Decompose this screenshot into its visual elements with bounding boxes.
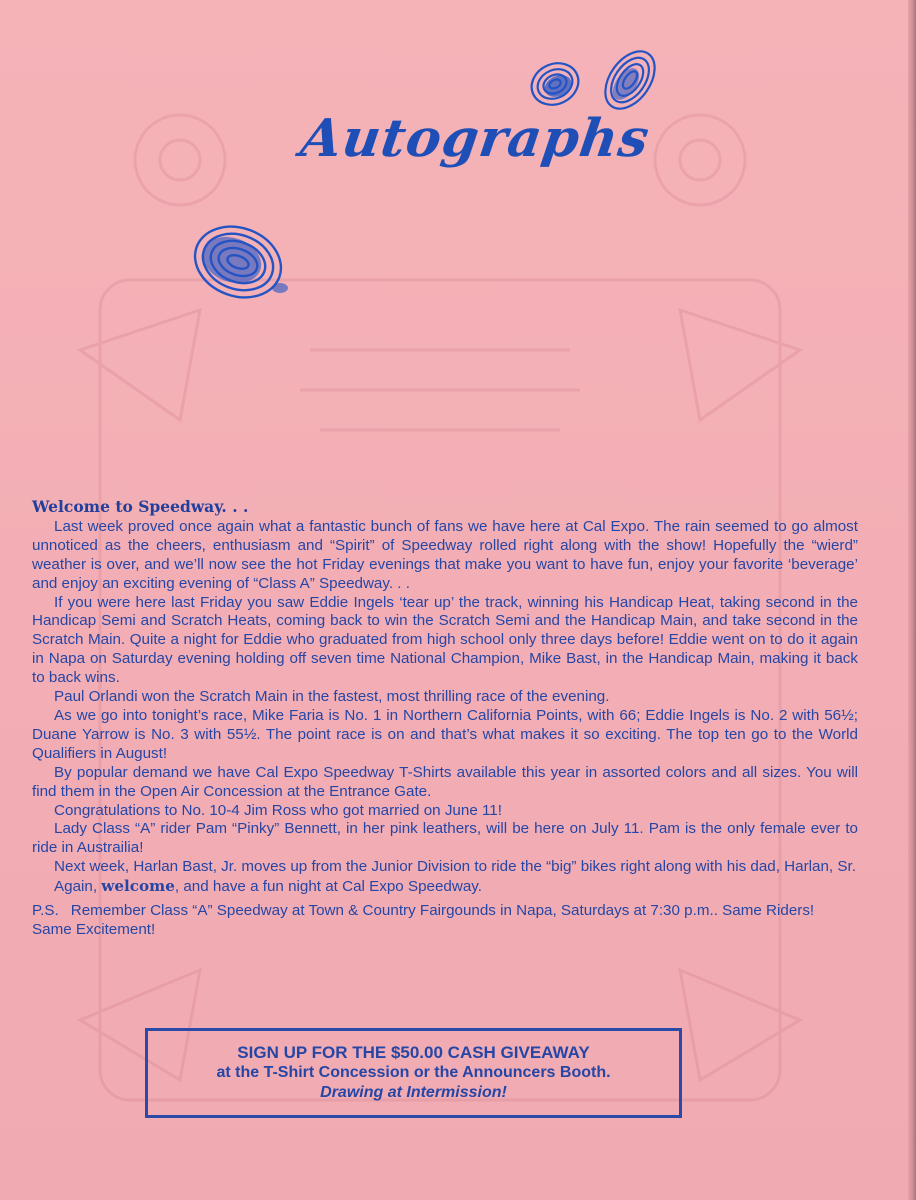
giveaway-location: at the T-Shirt Concession or the Announcers Booth. xyxy=(216,1064,611,1081)
postscript xyxy=(32,902,858,940)
article-paragraph: Lady Class “A” rider Pam “Pinky” Bennett, in her pink leathers, will be here on July 11. Pam is the only female ever to ride in Austrailia! xyxy=(32,820,858,857)
fingerprint-icon xyxy=(520,48,590,118)
closing-after: , and have a fun night at Cal Expo Speedway. xyxy=(174,878,482,896)
article-paragraph: Congratulations to No. 10-4 Jim Ross who got married on June 11! xyxy=(54,801,502,819)
article-paragraph: Next week, Harlan Bast, Jr. moves up from the Junior Division to ride the “big” bikes right along with his dad, Harlan, Sr. xyxy=(54,858,856,876)
article-paragraph: By popular demand we have Cal Expo Speedway T-Shirts available this year in assorted colors and all sizes. You will find them in the Open Air Concession at the Entrance Gate. xyxy=(32,763,858,800)
page-title: Autographs xyxy=(297,108,654,169)
page-binding-edge xyxy=(908,0,916,1200)
postscript-text: Remember Class “A” Speedway at Town & Country Fairgounds in Napa, Saturdays at 7:30 p.m.. Same Riders! Same Excitement! xyxy=(32,902,815,938)
giveaway-drawing: Drawing at Intermission! xyxy=(320,1084,507,1101)
article-paragraph: If you were here last Friday you saw Eddie Ingels ‘tear up’ the track, winning his Handicap Heat, taking second in the Handicap Semi and Scratch Heats, coming back to win the Scratch Semi and the Handicap Main, and take second in the Scratch Main. Quite a night for Eddie who graduated from high school only three days before! Eddie went on to do it again in Napa on Saturday evening holding off seven time National Champion, Mike Bast, in the Handicap Main, making it back to back wins. xyxy=(32,593,858,687)
article-paragraph: Last week proved once again what a fantastic bunch of fans we have here at Cal Expo. The rain seemed to go almost unnoticed as the cheers, enthusiasm and “Spirit” of Speedway rolled right along with the show! Hopefully the “wierd” weather is over, and we’ll now see the hot Friday evenings that make you want to have fun, enjoy your favorite ‘beverage’ and enjoy an exciting evening of “Class A” Speedway. . . xyxy=(32,517,858,592)
article-heading: Welcome to Speedway. . . xyxy=(32,497,249,516)
welcome-article xyxy=(32,498,858,955)
article-paragraph: Paul Orlandi won the Scratch Main in the fastest, most thrilling race of the evening. xyxy=(54,688,610,706)
postscript-label: P.S. xyxy=(32,902,59,920)
article-paragraph: As we go into tonight’s race, Mike Faria is No. 1 in Northern California Points, with 66; Eddie Ingels is No. 2 with 56½; Duane Yarrow is No. 3 with 55½. The point race is on and that’s what makes it so exciting. The top ten go to the World Qualifiers in August! xyxy=(32,706,858,762)
closing-line xyxy=(32,877,858,897)
closing-before: Again, xyxy=(54,878,102,896)
closing-emphasis: welcome xyxy=(101,877,175,896)
fingerprint-icon xyxy=(590,40,670,120)
cash-giveaway-box xyxy=(145,1028,682,1118)
giveaway-headline: SIGN UP FOR THE $50.00 CASH GIVEAWAY xyxy=(237,1043,590,1062)
fingerprint-icon xyxy=(180,210,300,320)
